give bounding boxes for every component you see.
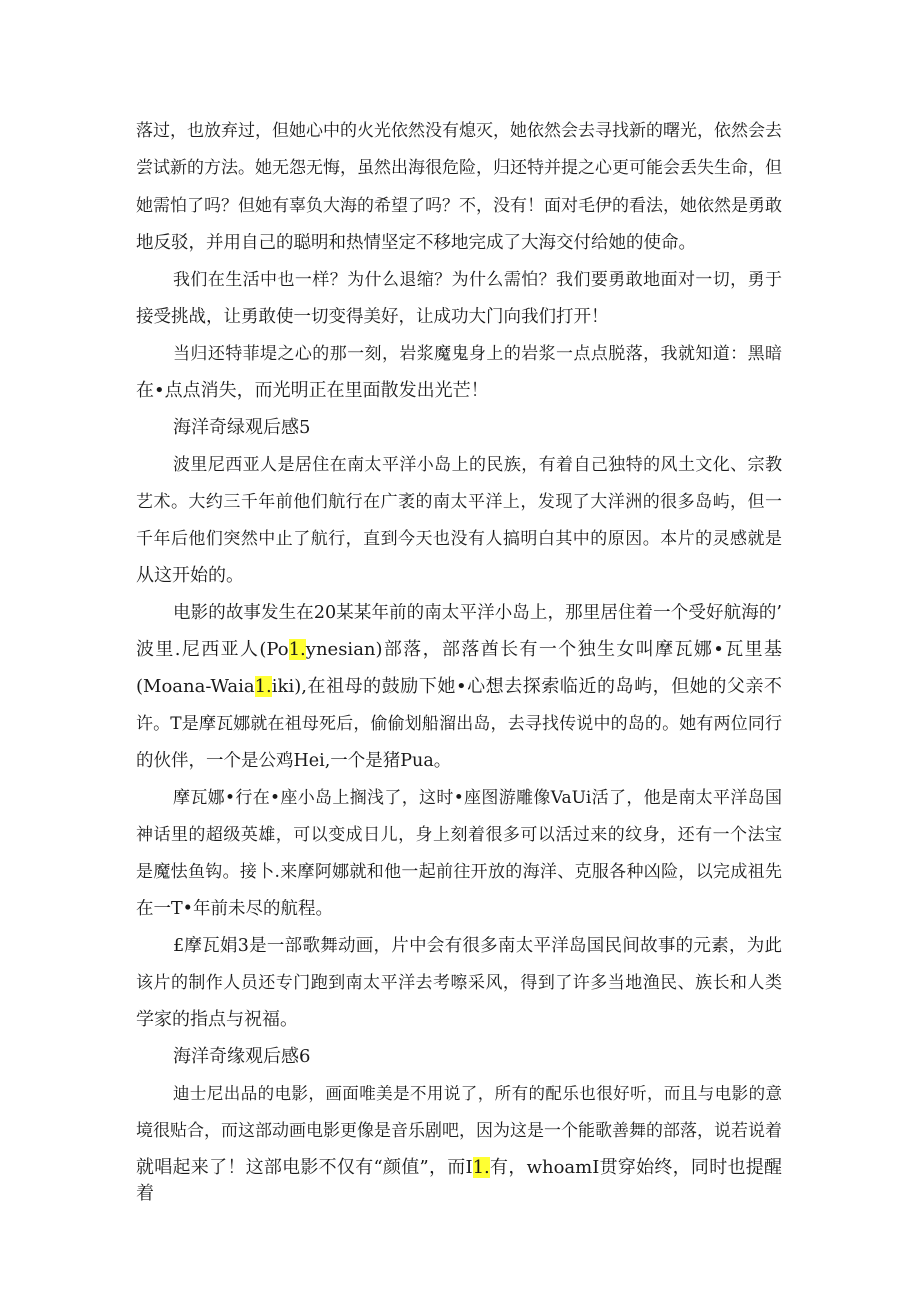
text-segment: 波里.尼西亚人(Po	[136, 639, 289, 660]
text-line: 许。T是摩瓦娜就在祖母死后，偷偷划船溜出岛，去寻找传说中的岛的。她有两位同行	[136, 714, 782, 734]
text-line: 海洋奇绿观后感5	[173, 417, 311, 438]
text-line: 海洋奇缘观后感6	[173, 1046, 311, 1067]
text-line: £摩瓦娟3是一部歌舞动画，片中会有很多南太平洋岛国民间故事的元素，为此	[173, 936, 782, 956]
text-line: 她需怕了吗？但她有辜负大海的希望了吗？不，没有！面对毛伊的看法，她依然是勇敢	[136, 196, 782, 216]
text-line: 迪士尼出品的电影，画面唯美是不用说了，所有的配乐也很好听，而且与电影的意	[173, 1084, 782, 1103]
text-line: 艺术。大约三千年前他们航行在广袤的南太平洋上，发现了大洋洲的很多岛屿，但一	[136, 492, 782, 512]
text-line	[136, 1155, 782, 1207]
text-line: 从这开始的。	[136, 565, 244, 586]
text-line: 我们在生活中也一样？为什么退缩？为什么需怕？我们要勇敢地面对一切，勇于	[173, 270, 782, 290]
text-line: 的伙伴，一个是公鸡Hei,一个是猪Pua。	[136, 751, 452, 771]
text-segment: iki),在祖母的鼓励下她•心想去探索临近的岛屿，但她的父亲不	[271, 676, 782, 697]
text-line	[136, 674, 782, 700]
text-line: 尝试新的方法。她无怨无悔，虽然出海很危险，归还特并提之心更可能会丢失生命，但	[136, 158, 782, 178]
highlight-mark: 1.	[288, 639, 306, 660]
text-line: 落过，也放弃过，但她心中的火光依然没有熄灭，她依然会去寻找新的曙光，依然会去	[136, 121, 782, 141]
text-segment: ynesian)部落，部落酋长有一个独生女叫摩瓦娜•瓦里基	[305, 639, 783, 660]
highlight-mark: 1.	[254, 676, 272, 697]
text-line: 地反驳，并用自己的聪明和热情坚定不移地完成了大海交付给她的使命。	[136, 233, 696, 253]
text-line: 在一T•年前未尽的航程。	[136, 899, 333, 919]
text-line: 该片的制作人员还专门跑到南太平洋去考嚓采风，得到了许多当地渔民、族长和人类	[136, 973, 782, 993]
text-line	[136, 637, 782, 663]
highlight-mark: 1.	[472, 1157, 490, 1178]
text-segment: (Moana-Waia	[136, 676, 255, 697]
text-segment: 有，whoamI贯穿始终，同时也提醒着	[136, 1157, 782, 1204]
text-line: 千年后他们突然中止了航行，直到今天也没有人搞明白其中的原因。本片的灵感就是	[136, 529, 782, 549]
text-line: 摩瓦娜•行在•座小岛上搁浅了，这时•座图游雕像VaUi活了，他是南太平洋岛国	[173, 788, 782, 808]
text-segment: 就唱起来了！这部电影不仅有“颜值”，而I	[136, 1157, 473, 1178]
text-line: 神话里的超级英雄，可以变成日儿，身上刻着很多可以活过来的纹身，还有一个法宝	[136, 825, 782, 845]
text-line: 接受挑战，让勇敢使一切变得美好，让成功大门向我们打开！	[136, 307, 609, 327]
text-line: 当归还特菲堤之心的那一刻，岩浆魔鬼身上的岩浆一点点脱落，我就知道：黑暗	[173, 344, 782, 364]
text-line: 学家的指点与祝福。	[136, 1009, 298, 1030]
text-line: 是魔怯鱼钩。接卜.来摩阿娜就和他一起前往开放的海洋、克服各种凶险，以完成祖先	[136, 862, 782, 882]
text-line: 境很贴合，而这部动画电影更像是音乐剧吧，因为这是一个能歌善舞的部落，说若说着	[136, 1121, 782, 1141]
text-line: 电影的故事发生在20某某年前的南太平洋小岛上，那里居住着一个受好航海的’	[173, 603, 782, 623]
text-line: 在•点点消失，而光明正在里面散发出光芒！	[136, 380, 489, 401]
text-line: 波里尼西亚人是居住在南太平洋小岛上的民族，有着自己独特的风土文化、宗教	[173, 455, 782, 475]
